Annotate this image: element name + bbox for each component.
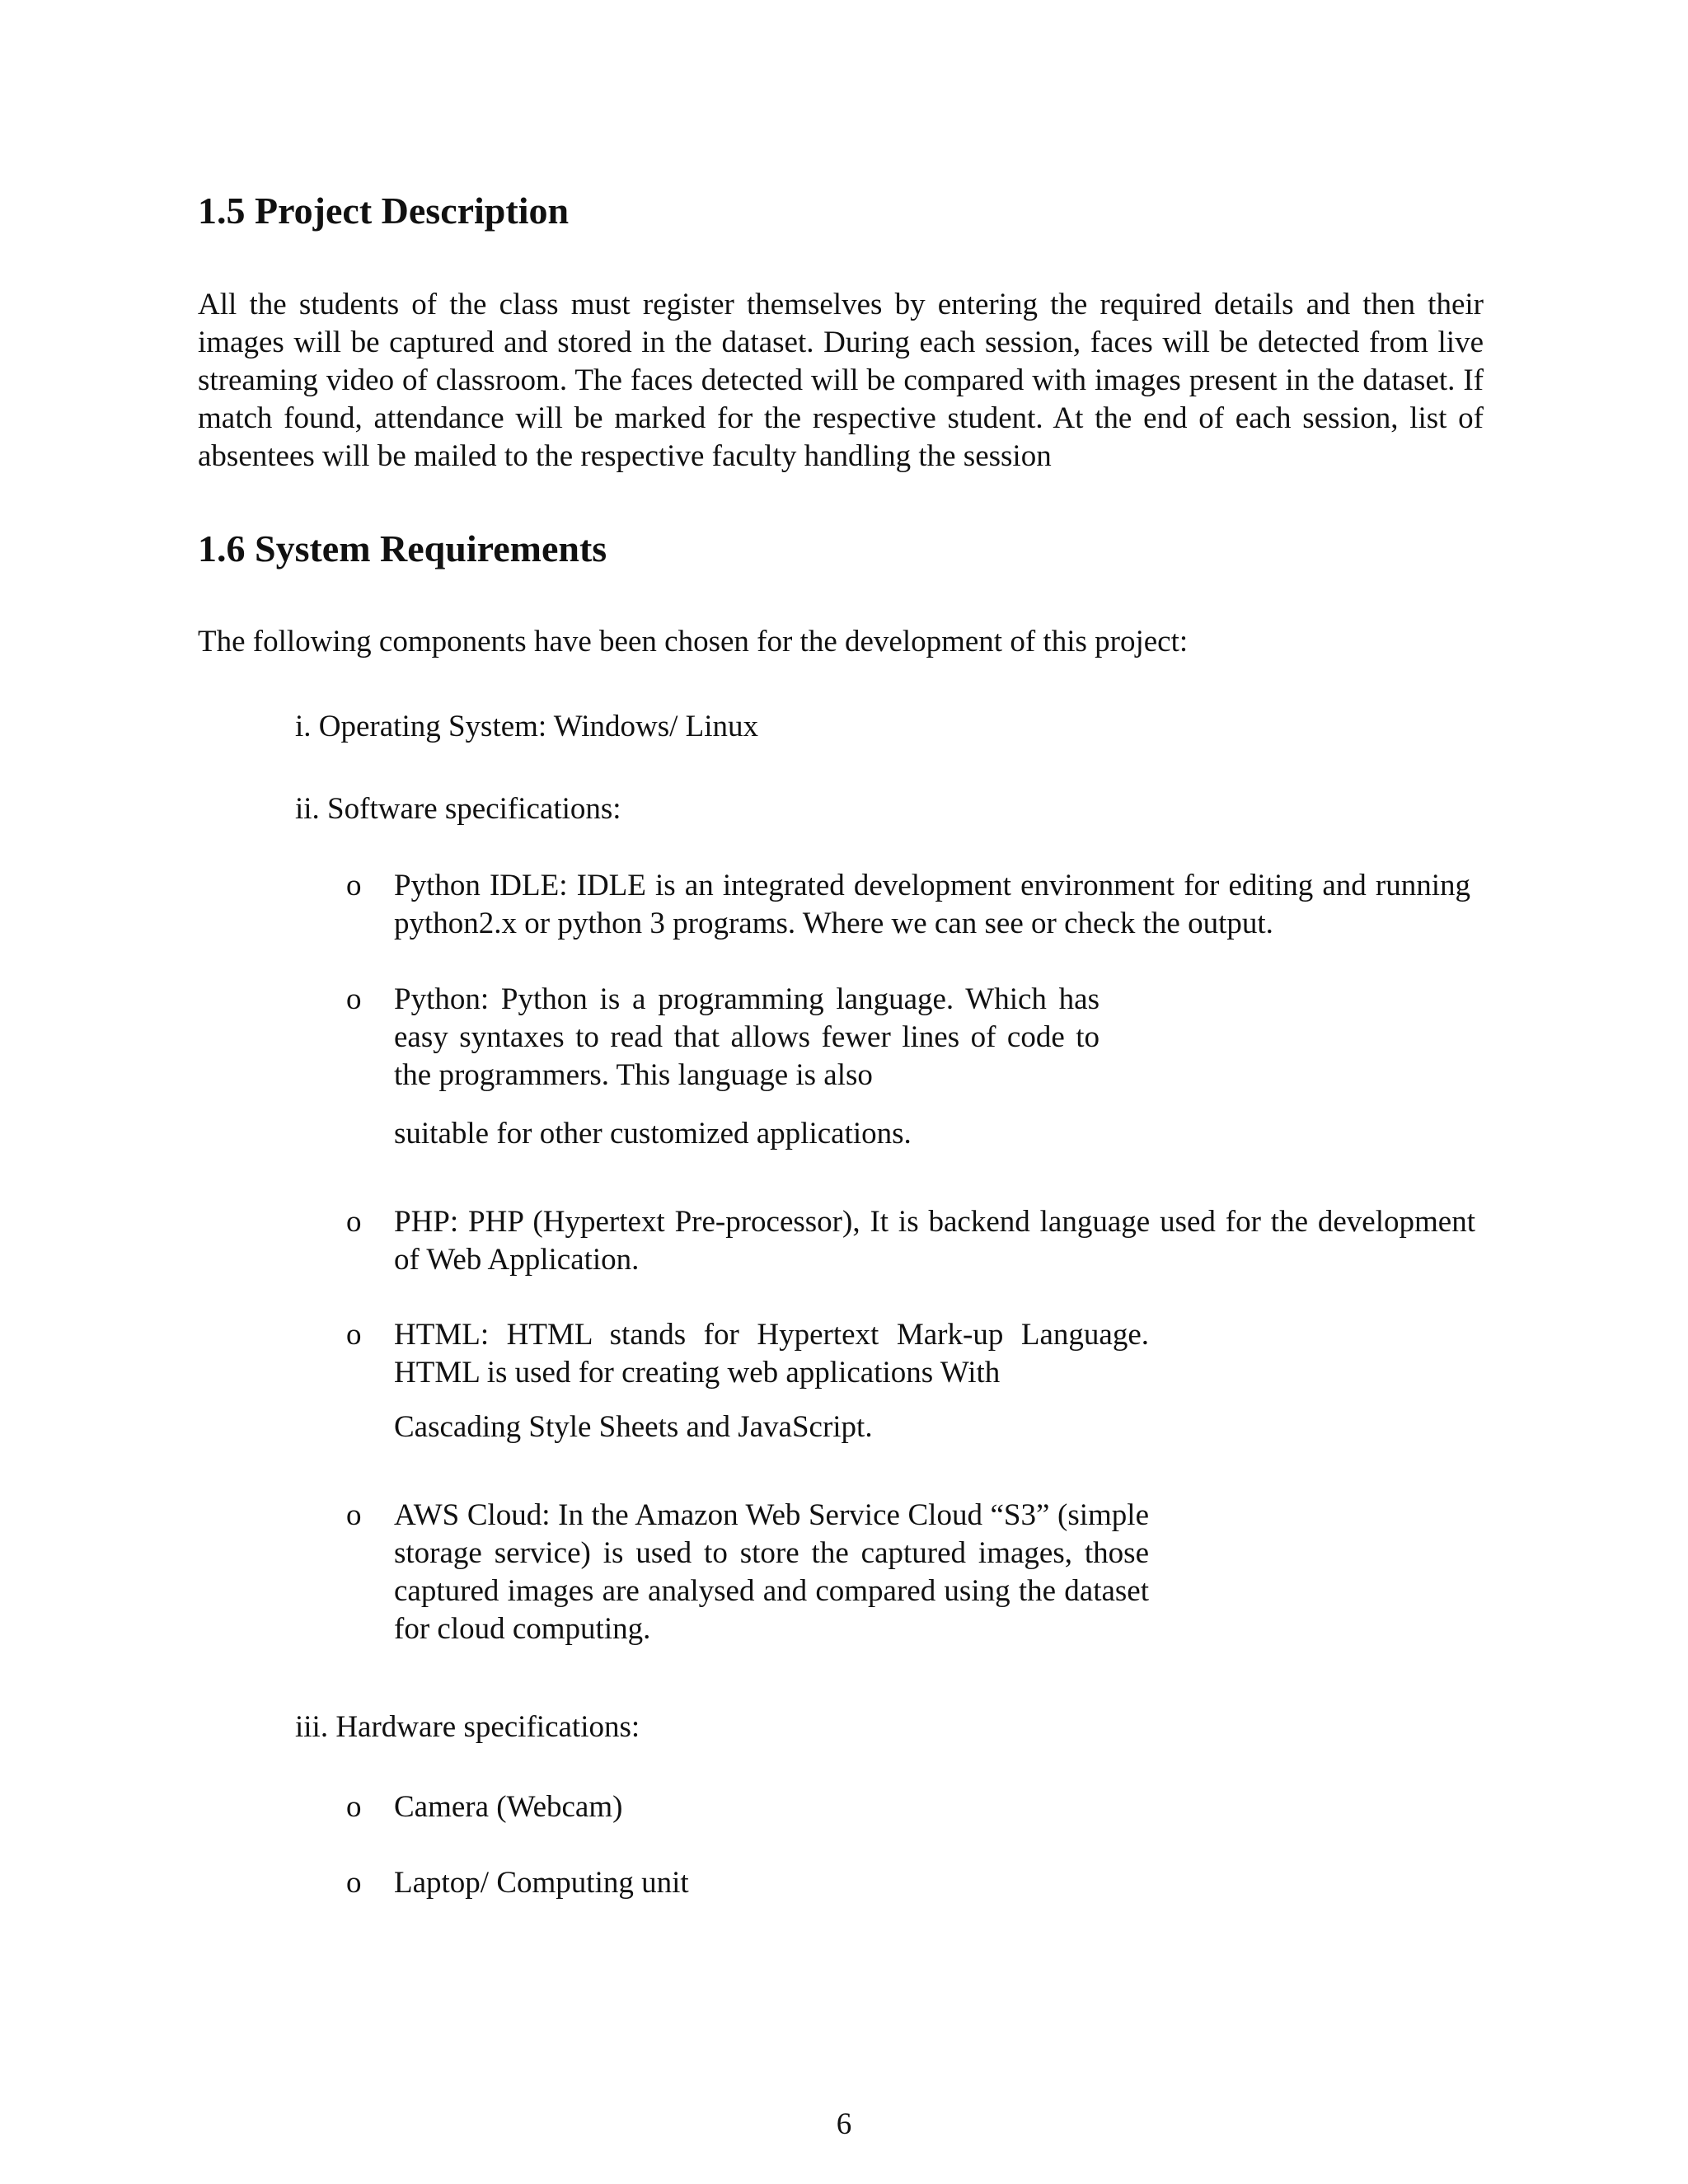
bullet-camera: Camera (Webcam) bbox=[394, 1790, 623, 1824]
list-item-software-specifications: ii. Software specifications: bbox=[295, 792, 621, 826]
bullet-marker: o bbox=[346, 1498, 362, 1532]
page-number: 6 bbox=[836, 2107, 852, 2141]
bullet-html-continuation: Cascading Style Sheets and JavaScript. bbox=[394, 1410, 873, 1444]
bullet-marker: o bbox=[346, 982, 362, 1016]
section-heading-project-description: 1.5 Project Description bbox=[198, 190, 570, 232]
bullet-laptop: Laptop/ Computing unit bbox=[394, 1866, 689, 1900]
bullet-python-idle: Python IDLE: IDLE is an integrated development environment for editing and running python2.x or python 3 programs. Where we can see or check the output. bbox=[394, 869, 1470, 940]
bullet-aws-cloud: AWS Cloud: In the Amazon Web Service Cloud “S3” (simple storage service) is used to store the captured images, those captured images are analysed and compared using the dataset for cloud computing. bbox=[394, 1498, 1149, 1646]
project-description-paragraph: All the students of the class must register themselves by entering the required details and then their images will be captured and stored in the dataset. During each session, faces will be detected from live streaming video of classroom. The faces detected will be compared with images present in the dataset. If match found, attendance will be marked for the respective student. At the end of each session, list of absentees will be mailed to the respective faculty handling the session bbox=[198, 288, 1484, 473]
bullet-html: HTML: HTML stands for Hypertext Mark-up Language. HTML is used for creating web applications With bbox=[394, 1318, 1149, 1390]
bullet-marker: o bbox=[346, 1318, 362, 1352]
bullet-php: PHP: PHP (Hypertext Pre-processor), It is backend language used for the development of Web Application. bbox=[394, 1205, 1475, 1277]
bullet-python-continuation: suitable for other customized applications. bbox=[394, 1117, 912, 1151]
bullet-python: Python: Python is a programming language. Which has easy syntaxes to read that allows fewer lines of code to the programmers. This language is also bbox=[394, 982, 1100, 1092]
list-item-operating-system: i. Operating System: Windows/ Linux bbox=[295, 710, 759, 743]
list-item-hardware-specifications: iii. Hardware specifications: bbox=[295, 1710, 640, 1744]
bullet-marker: o bbox=[346, 1866, 362, 1900]
section-heading-system-requirements: 1.6 System Requirements bbox=[198, 527, 607, 569]
bullet-marker: o bbox=[346, 1790, 362, 1824]
bullet-marker: o bbox=[346, 1205, 362, 1239]
bullet-marker: o bbox=[346, 869, 362, 902]
system-requirements-intro: The following components have been chosen for the development of this project: bbox=[198, 625, 1189, 658]
